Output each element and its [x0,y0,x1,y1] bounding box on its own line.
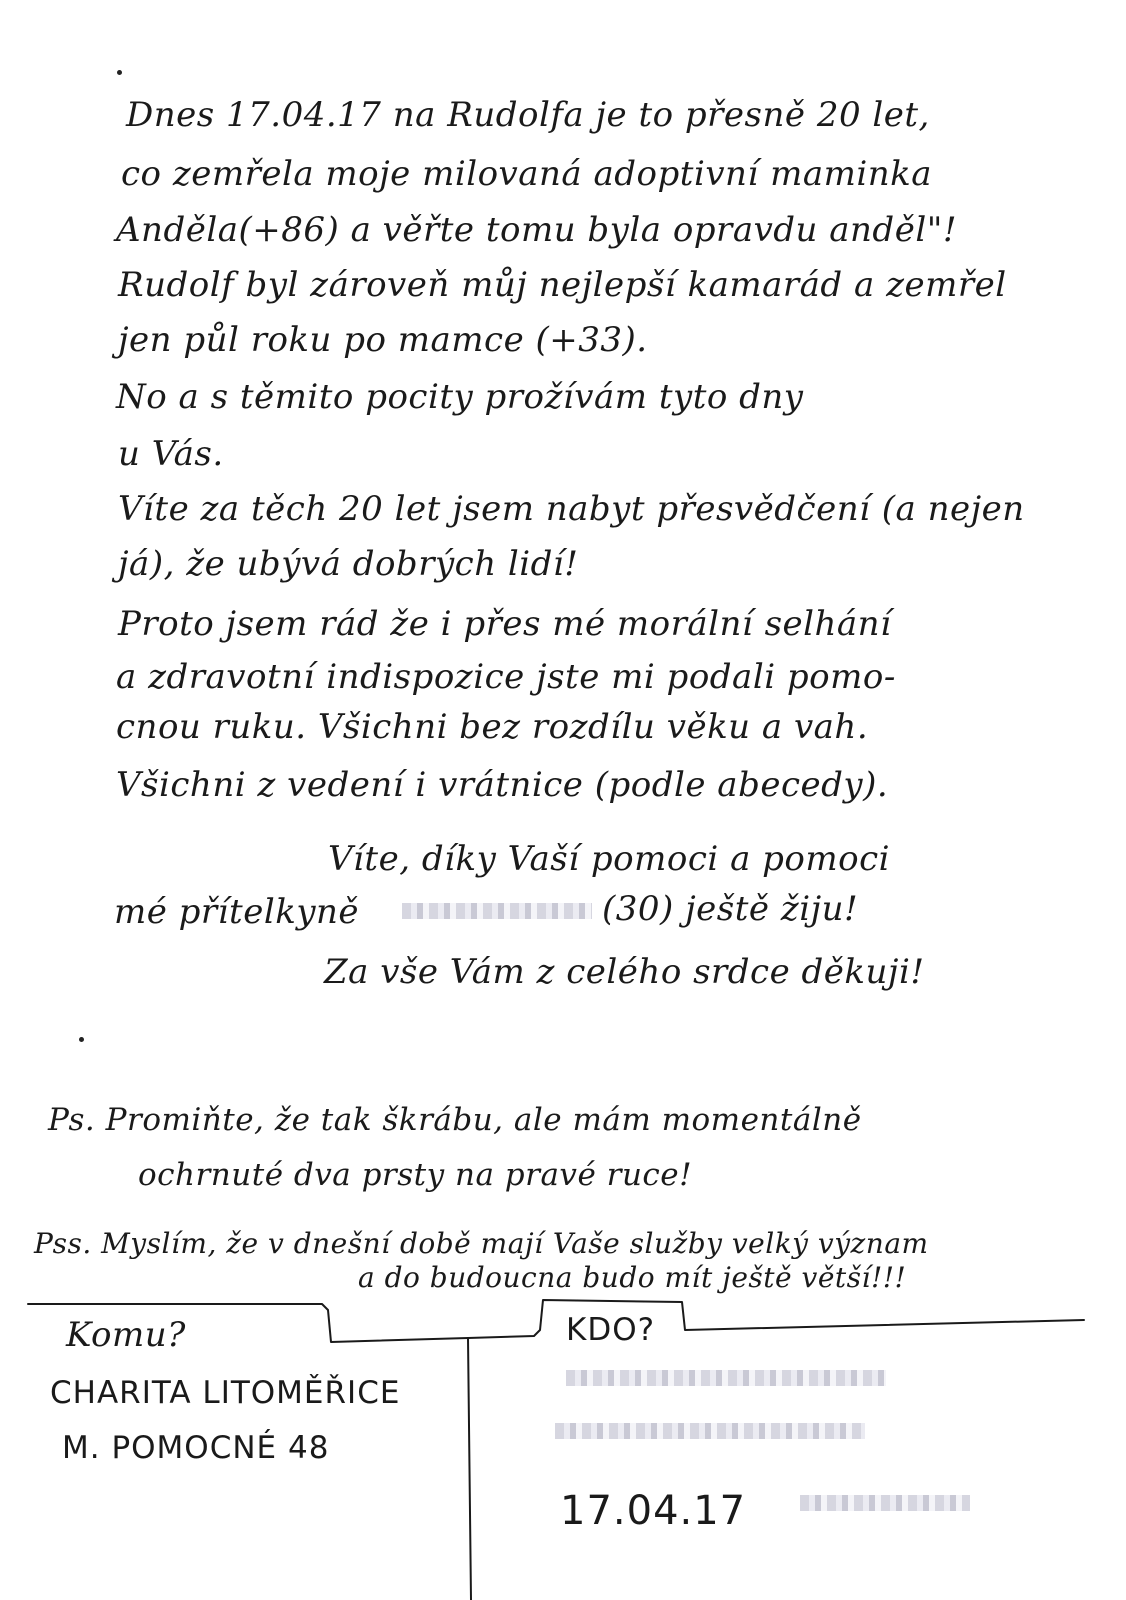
sender-date: 17.04.17 [560,1488,747,1534]
ps-line: Ps. Promiňte, že tak škrábu, ale mám momentálně [48,1102,862,1138]
addressee-line-1: CHARITA LITOMĚŘICE [50,1375,401,1411]
letter-line: Anděla(+86) a věřte tomu byla opravdu anděl"! [116,210,957,250]
redacted-signature [800,1495,970,1511]
letter-line: co zemřela moje milovaná adoptivní maminka [121,154,933,194]
letter-line: jen půl roku po mamce (+33). [118,320,648,360]
letter-line: Všichni z vedení i vrátnice (podle abecedy). [116,765,889,805]
letter-line: Dnes 17.04.17 na Rudolfa je to přesně 20 let, [126,95,930,135]
letter-line: Víte za těch 20 let jsem nabyt přesvědčení (a nejen [118,489,1025,529]
letter-line: Proto jsem rád že i přes mé morální selhání [118,604,892,644]
letter-line: cnou ruku. Všichni bez rozdílu věku a vah. [116,707,869,747]
addressee-label: Komu? [66,1315,186,1355]
letter-line: mé přítelkyně [114,892,360,932]
letter-line: No a s těmito pocity prožívám tyto dny [116,377,804,417]
letter-line: Za vše Vám z celého srdce děkuji! [324,952,925,992]
letter-line: já), že ubývá dobrých lidí! [118,544,579,584]
letter-line: Víte, díky Vaší pomoci a pomoci [328,839,891,879]
letter-line: u Vás. [118,434,224,474]
letter-line: Rudolf byl zároveň můj nejlepší kamarád a zemřel [118,265,1007,305]
letter-line: (30) ještě žiju! [602,889,859,929]
addressee-line-2: M. POMOCNÉ 48 [62,1430,330,1466]
letter-line: a zdravotní indispozice jste mi podali pomo- [116,657,896,697]
redacted-sender-line [566,1370,886,1386]
ps-line: ochrnuté dva prsty na pravé ruce! [138,1157,693,1193]
sender-label: KDO? [566,1312,656,1348]
redacted-sender-line [555,1423,865,1439]
ps-line: a do budoucna budo mít ještě větší!!! [358,1261,907,1294]
ps-line: Pss. Myslím, že v dnešní době mají Vaše služby velký význam [34,1227,929,1260]
